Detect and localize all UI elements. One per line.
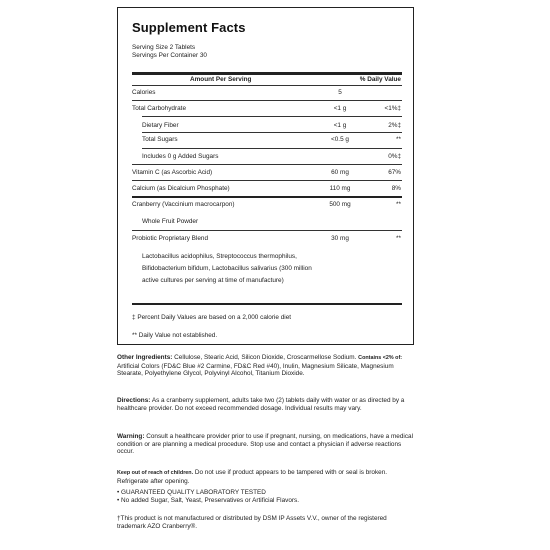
row-divider [142, 116, 402, 117]
row-amount: <1 g [333, 122, 347, 129]
row-amount: <1 g [333, 105, 347, 112]
row-dv: ** [396, 201, 401, 208]
warning [117, 433, 417, 456]
bullet-item: • GUARANTEED QUALITY LABORATORY TESTED [117, 489, 266, 496]
keep-label: Keep out of reach of children. [117, 470, 194, 476]
servings-per-container: Servings Per Container 30 [132, 52, 207, 59]
footnote-dv: ‡ Percent Daily Values are based on a 2,000 calorie diet [132, 314, 292, 321]
row-dv: 2%‡ [388, 122, 401, 129]
row-name: Probiotic Proprietary Blend [132, 235, 209, 242]
bullet-text: No added Sugar, Salt, Yeast, Preservatives or Artificial Flavors. [121, 496, 299, 504]
supplement-facts-panel [117, 7, 414, 345]
footnote-not-established: ** Daily Value not established. [132, 332, 218, 339]
bullet-item: • No added Sugar, Salt, Yeast, Preservatives or Artificial Flavors. [117, 496, 299, 504]
probiotic-description: Lactobacillus acidophilus, Streptococcus thermophilus, Bifidobacterium bifidum, Lactobacillus salivarius (300 million active cultures per serving at time of manufacture) [142, 253, 312, 284]
bottom-rule [132, 303, 402, 305]
col-amount-header: Amount Per Serving [190, 76, 252, 83]
contains-label: Contains <2% of: [358, 355, 403, 361]
row-amount: <0.5 g [331, 136, 349, 143]
row-name: Includes 0 g Added Sugars [142, 153, 219, 160]
row-divider [132, 85, 402, 86]
col-dv-header: % Daily Value [359, 76, 401, 83]
row-amount: 5 [338, 89, 342, 96]
row-dv: 8% [391, 185, 401, 192]
row-name: Calories [132, 89, 156, 96]
row-divider [132, 164, 402, 165]
panel-title: Supplement Facts [132, 20, 246, 35]
row-dv: <1%‡ [384, 105, 401, 112]
directions-label: Directions: [117, 397, 151, 404]
row-name: Vitamin C (as Ascorbic Acid) [132, 169, 213, 176]
warning-label: Warning: [117, 433, 145, 440]
row-divider [132, 100, 402, 101]
row-dv: ** [396, 235, 401, 242]
row-divider [132, 180, 402, 181]
row-dv: ** [396, 136, 401, 143]
row-divider [142, 148, 402, 149]
row-name: Cranberry (Vaccinium macrocarpon) [132, 201, 235, 208]
row-amount: 30 mg [331, 235, 349, 242]
row-dv: 0%‡ [388, 153, 401, 160]
warning-text: Consult a healthcare provider prior to use if pregnant, nursing, on medications, have a medical condition or are planning a medical procedure. Stop use and contact a physician if adverse reactions occur. [117, 433, 414, 456]
row-divider [142, 132, 402, 133]
row-amount: 110 mg [329, 185, 351, 192]
trademark-notice: †This product is not manufactured or distributed by DSM IP Assets V.V., owner of the registered trademark AZO Cranberry®. [117, 515, 387, 530]
row-amount: 60 mg [331, 169, 349, 176]
other-ingredients-text-2: Artificial Colors (FD&C Blue #2 Carmine, FD&C Red #40), Inulin, Magnesium Silicate, Magnesium Stearate, Polyethylene Glycol, Polyvinyl Alcohol, Titanium Dioxide. [117, 362, 394, 378]
keep-text: Do not use if product appears to be tampered with or seal is broken. Refrigerate after opening. [117, 469, 388, 485]
bullet-list [117, 489, 417, 504]
row-name: Dietary Fiber [142, 122, 179, 129]
row-divider [132, 230, 402, 231]
row-name: Whole Fruit Powder [142, 218, 199, 225]
bullet-text: GUARANTEED QUALITY LABORATORY TESTED [121, 489, 266, 496]
directions [117, 397, 417, 412]
row-name: Calcium (as Dicalcium Phosphate) [132, 185, 230, 192]
keep-out-of-reach [117, 469, 417, 485]
row-amount: 500 mg [329, 201, 351, 208]
other-ingredients-label: Other Ingredients: [117, 354, 173, 361]
row-dv: 67% [388, 169, 401, 176]
directions-text: As a cranberry supplement, adults take two (2) tablets daily with water or as directed by a healthcare provider. Do not exceed recommended dosage. Individual results may vary. [117, 397, 405, 412]
row-divider [132, 196, 402, 198]
serving-size: Serving Size 2 Tablets [132, 44, 196, 51]
other-ingredients [117, 354, 417, 378]
other-ingredients-text: Cellulose, Stearic Acid, Silicon Dioxide, Croscarmellose Sodium. [172, 354, 359, 361]
row-name: Total Carbohydrate [132, 105, 186, 112]
header-rule [132, 72, 402, 75]
row-name: Total Sugars [142, 136, 178, 143]
